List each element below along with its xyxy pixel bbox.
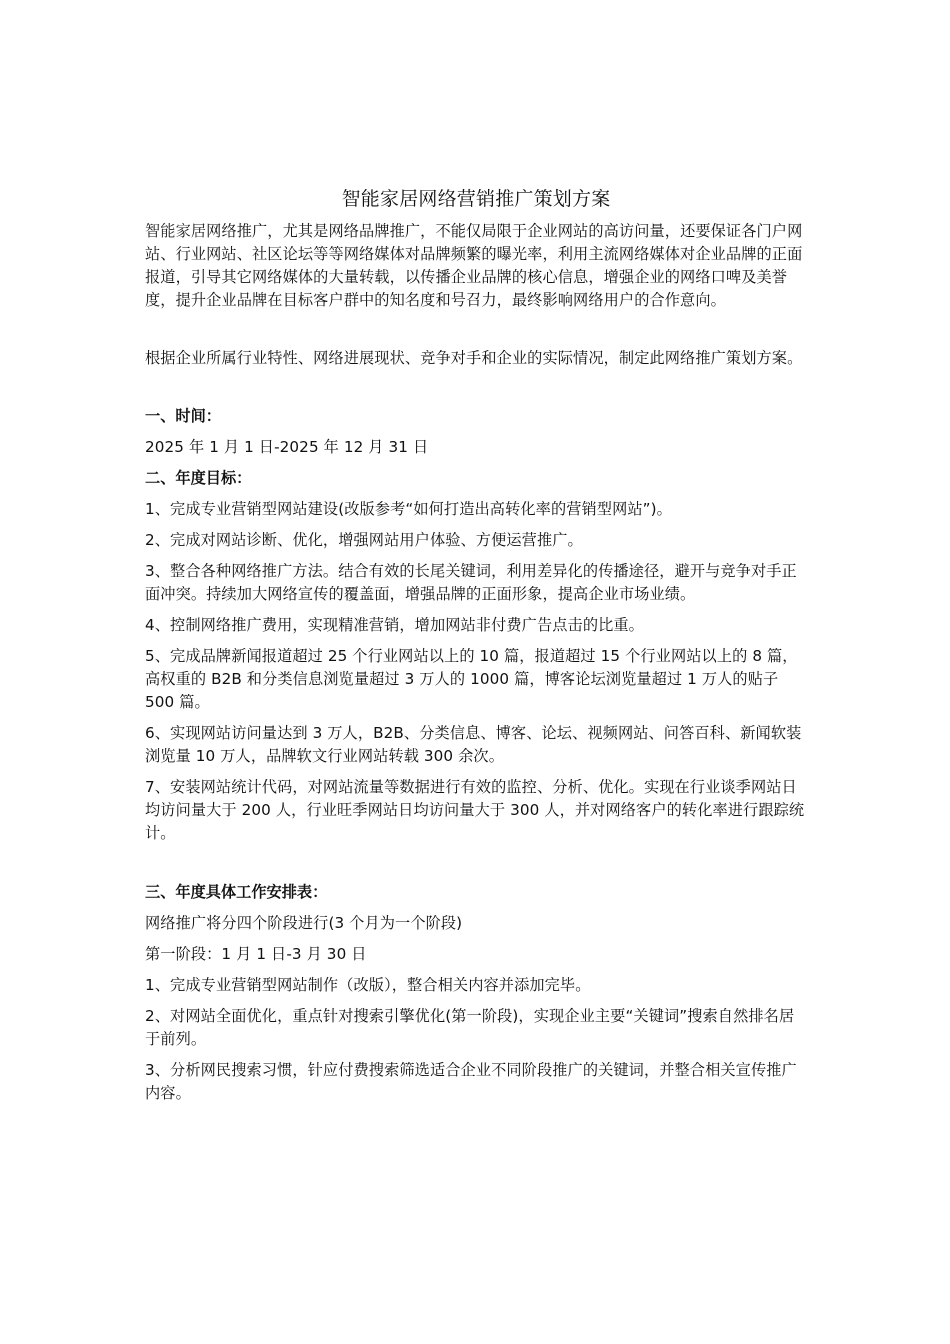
goal-item-2: 2、完成对网站诊断、优化，增强网站用户体验、方便运营推广。 (145, 531, 583, 549)
schedule-item-2: 2、对网站全面优化，重点针对搜索引擎优化(第一阶段)，实现企业主要“关键词”搜索自然排名居于前列。 (145, 1007, 795, 1048)
section-heading-work-schedule: 三、年度具体工作安排表： (145, 883, 328, 901)
goal-item-1: 1、完成专业营销型网站建设(改版参考“如何打造出高转化率的营销型网站”)。 (145, 500, 672, 518)
goal-item-5: 5、完成品牌新闻报道超过 25 个行业网站以上的 10 篇，报道超过 15 个行业网站以上的 8 篇，高权重的 B2B 和分类信息浏览量超过 3 万人的 1000 篇，博客论坛浏览量超过 1 万人的贴子 500 篇。 (145, 647, 798, 711)
time-line: 2025 年 1 月 1 日-2025 年 12 月 31 日 (145, 438, 429, 456)
intro-paragraph (145, 220, 807, 312)
section-heading-annual-goals: 二、年度目标： (145, 469, 252, 487)
goal-item-6: 6、实现网站访问量达到 3 万人，B2B、分类信息、博客、论坛、视频网站、问答百科、新闻软装浏览量 10 万人，品牌软文行业网站转载 300 余次。 (145, 724, 802, 765)
goal-item-7: 7、安装网站统计代码，对网站流量等数据进行有效的监控、分析、优化。实现在行业谈季网站日均访问量大于 200 人，行业旺季网站日均访问量大于 300 人，并对网络客户的转化率进行跟踪统计。 (145, 778, 805, 842)
goal-item-4: 4、控制网络推广费用，实现精准营销，增加网站非付费广告点击的比重。 (145, 616, 644, 634)
schedule-line-phase-one: 第一阶段：1 月 1 日-3 月 30 日 (145, 945, 367, 963)
section-heading-time: 一、时间： (145, 407, 221, 425)
section-time (145, 405, 807, 459)
document-title: 智能家居网络营销推广策划方案 (341, 188, 611, 210)
schedule-item-3: 3、分析网民搜索习惯，针应付费搜索筛选适合企业不同阶段推广的关键词，并整合相关宣传推广内容。 (145, 1061, 797, 1102)
goal-item-3: 3、整合各种网络推广方法。结合有效的长尾关键词，利用差异化的传播途径，避开与竞争对手正面冲突。持续加大网络宣传的覆盖面，增强品牌的正面形象，提高企业市场业绩。 (145, 562, 797, 603)
document-content (145, 184, 807, 1113)
schedule-item-1: 1、完成专业营销型网站制作（改版），整合相关内容并添加完毕。 (145, 976, 591, 994)
section-work-schedule (145, 881, 807, 1105)
basis-paragraph: 根据企业所属行业特性、网络进展现状、竞争对手和企业的实际情况，制定此网络推广策划方案。 (145, 349, 803, 367)
intro-lead-text: 智能家居 (145, 222, 207, 240)
schedule-line-overview: 网络推广将分四个阶段进行(3 个月为一个阶段) (145, 914, 463, 932)
section-annual-goals (145, 467, 807, 845)
intro-body-text: 网络推广，尤其是网络品牌推广，不能仅局限于企业网站的高访问量，还要保证各门户网站、行业网站、社区论坛等等网络媒体对品牌频繁的曝光率，利用主流网络媒体对企业品牌的正面报道，引导其它网络媒体的大量转载，以传播企业品牌的核心信息，增强企业的网络口啤及美誉度，提升企业品牌在目标客户群中的知名度和号召力，最终影响网络用户的合作意向。 (145, 222, 803, 309)
